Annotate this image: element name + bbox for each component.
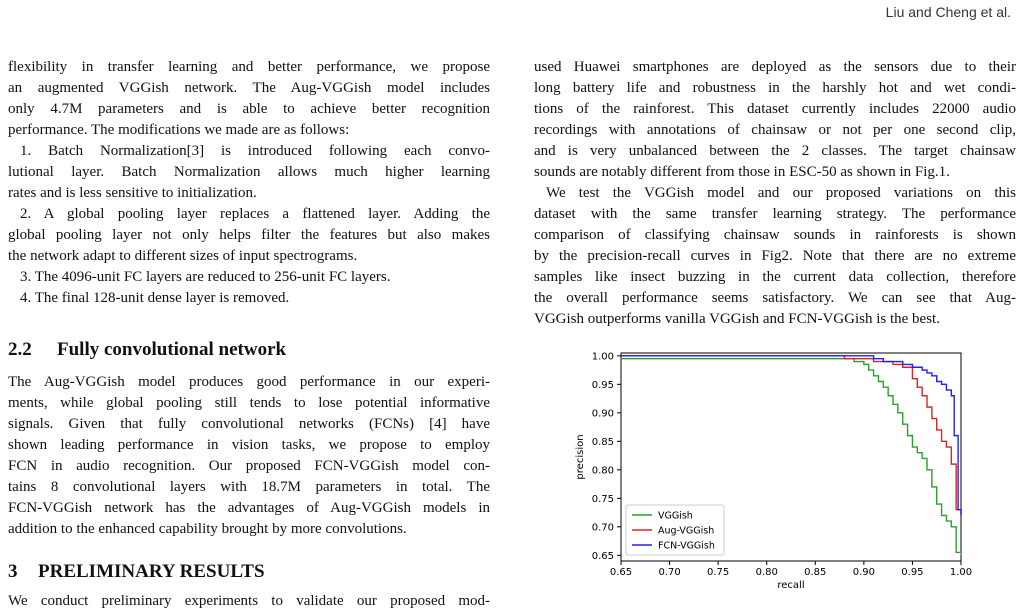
list-item-fc-layers: 3. The 4096-unit FC layers are reduced to 256-unit FC layers. — [20, 269, 391, 285]
section-number: 3 — [8, 561, 18, 582]
text-line: the overall performance seems satisfactory. We can see that Aug- — [534, 290, 1016, 306]
paragraph-augmented-vggish — [8, 57, 490, 141]
text-line: recordings with annotations of chainsaw or not per one second clip, — [534, 122, 1016, 138]
running-head: Liu and Cheng et al. — [885, 4, 1011, 20]
text-line: flexibility in transfer learning and better performance, we propose — [8, 59, 490, 75]
text-line: FCN in audio recognition. Our proposed FCN-VGGish model con- — [8, 458, 490, 474]
x-axis-ticks — [610, 561, 972, 578]
paragraph-dataset — [534, 57, 1016, 183]
chart-legend — [626, 505, 724, 555]
text-line: 2. A global pooling layer replaces a flattened layer. Adding the — [20, 206, 490, 222]
x-tick-label: 0.95 — [901, 567, 924, 578]
x-tick-label: 1.00 — [949, 567, 973, 578]
text-line: long battery life and robustness in the harshly hot and wet condi- — [534, 80, 1016, 96]
y-axis-ticks — [592, 351, 621, 561]
text-line: The Aug-VGGish model produces good performance in our experi- — [8, 374, 490, 390]
text-line: dataset with the same transfer learning strategy. The performance — [534, 206, 1016, 222]
text-line: tions of the rainforest. This dataset currently includes 22000 audio — [534, 101, 1016, 117]
section-heading-3 — [8, 561, 488, 583]
y-tick-label: 0.65 — [591, 550, 614, 562]
left-column — [8, 57, 490, 309]
paragraph-results — [534, 183, 1016, 330]
text-line: ments, while global pooling still tends to lose potential informative — [8, 395, 490, 411]
y-tick-label: 0.85 — [591, 436, 614, 448]
x-tick-label: 0.65 — [609, 567, 633, 578]
text-line: signals. Given that fully convolutional networks (FCNs) [4] have — [8, 416, 490, 432]
x-tick-label: 0.70 — [658, 567, 681, 578]
text-line: an augmented VGGish network. The Aug-VGGish model includes — [8, 80, 490, 96]
list-item-batch-normalization — [8, 141, 490, 204]
list-item-dense-layer: 4. The final 128-unit dense layer is removed. — [20, 290, 290, 306]
section-number: 2.2 — [8, 339, 32, 360]
text-line: sounds are notably different from those in ESC-50 as shown in Fig.1. — [534, 164, 950, 180]
text-line: shown leading performance in vision tasks, we propose to employ — [8, 437, 490, 453]
text-line: by the precision-recall curves in Fig2. Note that there are no extreme — [534, 248, 1016, 264]
text-line: used Huawei smartphones are deployed as the sensors due to their — [534, 59, 1016, 75]
text-line: and is very unbalanced between the 2 classes. The target chainsaw — [534, 143, 1016, 159]
list-item-global-pooling — [8, 204, 490, 267]
chart-svg — [574, 343, 974, 605]
section-heading-2-2 — [8, 339, 488, 361]
paragraph-preliminary — [8, 591, 490, 612]
x-axis-label: recall — [777, 580, 805, 591]
text-line: rates and is less sensitive to initialization. — [8, 185, 257, 201]
paragraph-fcn — [8, 372, 490, 540]
text-line: tains 8 convolutional layers with 18.7M parameters in total. The — [8, 479, 490, 495]
y-tick-label: 0.90 — [591, 408, 614, 420]
text-line: FCN-VGGish network has the advantages of Aug-VGGish models in — [8, 500, 490, 516]
text-line: performance. The modifications we made are as follows: — [8, 122, 350, 138]
y-tick-label: 0.70 — [591, 522, 614, 534]
text-line: We test the VGGish model and our proposed variations on this — [546, 185, 1016, 201]
legend-label: FCN-VGGish — [658, 540, 715, 552]
text-line: 1. Batch Normalization[3] is introduced following each convo- — [20, 143, 490, 159]
text-line: global pooling layer not only helps filter the features but also makes — [8, 227, 490, 243]
y-tick-label: 0.95 — [591, 379, 614, 391]
legend-label: VGGish — [658, 510, 693, 522]
y-tick-label: 0.80 — [591, 465, 614, 477]
section-title: Fully convolutional network — [57, 339, 287, 360]
right-column — [534, 57, 1016, 330]
text-line: We conduct preliminary experiments to validate our proposed mod- — [8, 593, 490, 609]
x-tick-label: 0.90 — [852, 567, 875, 578]
x-tick-label: 0.85 — [804, 567, 827, 578]
text-line: only 4.7M parameters and is able to achieve better recognition — [8, 101, 490, 117]
text-line: VGGish outperforms vanilla VGGish and FCN-VGGish is the best. — [534, 311, 940, 327]
text-line: lutional layer. Batch Normalization allows much higher learning — [8, 164, 490, 180]
y-tick-label: 0.75 — [591, 493, 614, 505]
text-line: the network adapt to different sizes of input spectrograms. — [8, 248, 358, 264]
legend-label: Aug-VGGish — [658, 525, 715, 537]
text-line: addition to the enhanced capability brought by more convolutions. — [8, 521, 407, 537]
section-title: PRELIMINARY RESULTS — [38, 561, 265, 582]
text-line: comparison of classifying chainsaw sounds in rainforests is shown — [534, 227, 1016, 243]
y-axis-label: precision — [575, 434, 586, 480]
precision-recall-chart — [574, 343, 974, 610]
text-line: samples like insect buzzing in the current data collection, therefore — [534, 269, 1016, 285]
x-tick-label: 0.75 — [707, 567, 730, 578]
x-tick-label: 0.80 — [755, 567, 778, 578]
y-tick-label: 1.00 — [591, 351, 614, 363]
